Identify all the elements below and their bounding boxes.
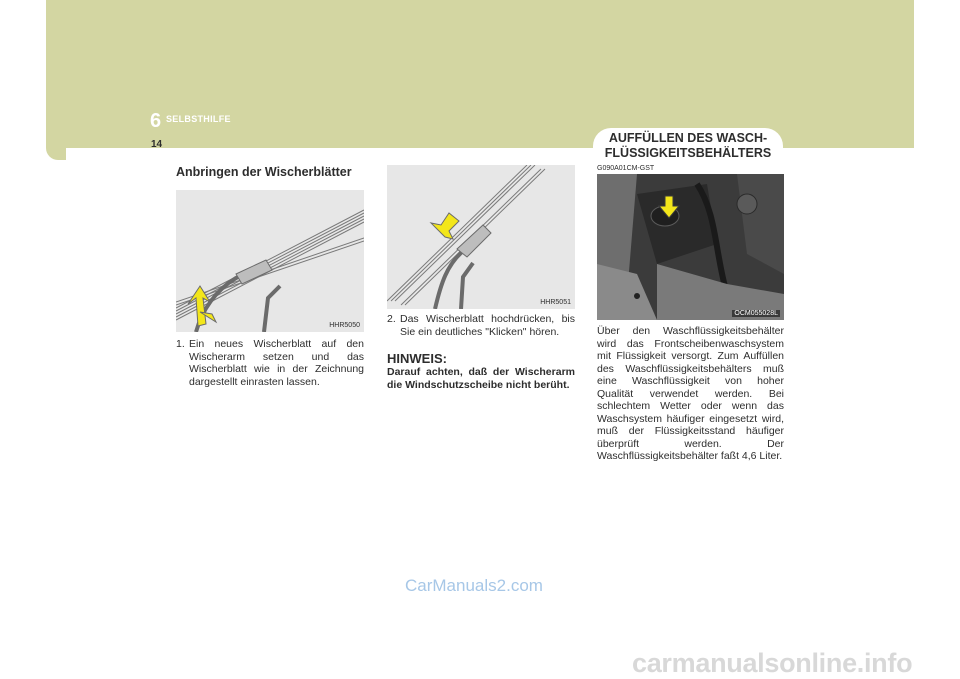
reference-code: G090A01CM-GST: [597, 165, 655, 172]
step-1-text: Ein neues Wischerblatt auf den Wischerarm setzen und das Wischerblatt wie in der Zeichnung dargestellt einrasten lassen.: [189, 338, 364, 388]
section-title-line1: AUFFÜLLEN DES WASCH-: [608, 131, 768, 145]
step-2-text: Das Wischerblatt hochdrücken, bis Sie ein deutliches "Klicken" hören.: [400, 313, 575, 338]
step-2: [387, 313, 575, 338]
wiper-illustration-2: [387, 165, 575, 309]
wiper-heading: Anbringen der Wischerblätter: [176, 165, 352, 179]
wiper-figure-1: [176, 190, 364, 332]
step-1: [176, 338, 364, 388]
reservoir-figure: [597, 174, 784, 320]
wiper-figure-2: [387, 165, 575, 309]
watermark-carmanualsonline: carmanualsonline.info: [632, 648, 913, 678]
figure-code-ocm055028l: OCM055028L: [734, 310, 778, 317]
header-band: [46, 0, 914, 148]
header-band-corner: [46, 148, 66, 160]
figure-code-hhr5051: HHR5051: [540, 299, 571, 306]
section-title: [593, 128, 783, 164]
step-1-number: 1.: [176, 338, 185, 350]
chapter-number: 6: [150, 110, 162, 132]
note-text: Darauf achten, daß der Wischerarm die Windschutzscheibe nicht berüht.: [387, 366, 575, 391]
figure-code-hhr5050: HHR5050: [329, 322, 360, 329]
section-title-line2: FLÜSSIGKEITSBEHÄLTERS: [604, 146, 772, 160]
watermark-carmanuals2: CarManuals2.com: [405, 576, 543, 595]
engine-bay-photo: [597, 174, 784, 320]
chapter-title: SELBSTHILFE: [166, 114, 231, 124]
page-number: 14: [151, 139, 163, 150]
step-2-number: 2.: [387, 313, 396, 325]
wiper-illustration-1: [176, 190, 364, 332]
note-heading: HINWEIS:: [387, 351, 447, 366]
reservoir-paragraph: Über den Waschflüssigkeitsbehälter wird das Frontscheibenwaschsystem mit Flüssigkeit versorgt. Zum Auffüllen des Waschflüssigkeitsbehälters muß eine Waschflüssigkeit von hoher Qualität verwendet werden. Bei schlechtem Wetter oder wenn das Waschsystem häufiger eingesetzt wird, muß der Flüssigkeitsstand häufiger überprüft werden. Der Waschflüssigkeitsbehälter faßt 4,6 Liter.: [597, 325, 784, 462]
